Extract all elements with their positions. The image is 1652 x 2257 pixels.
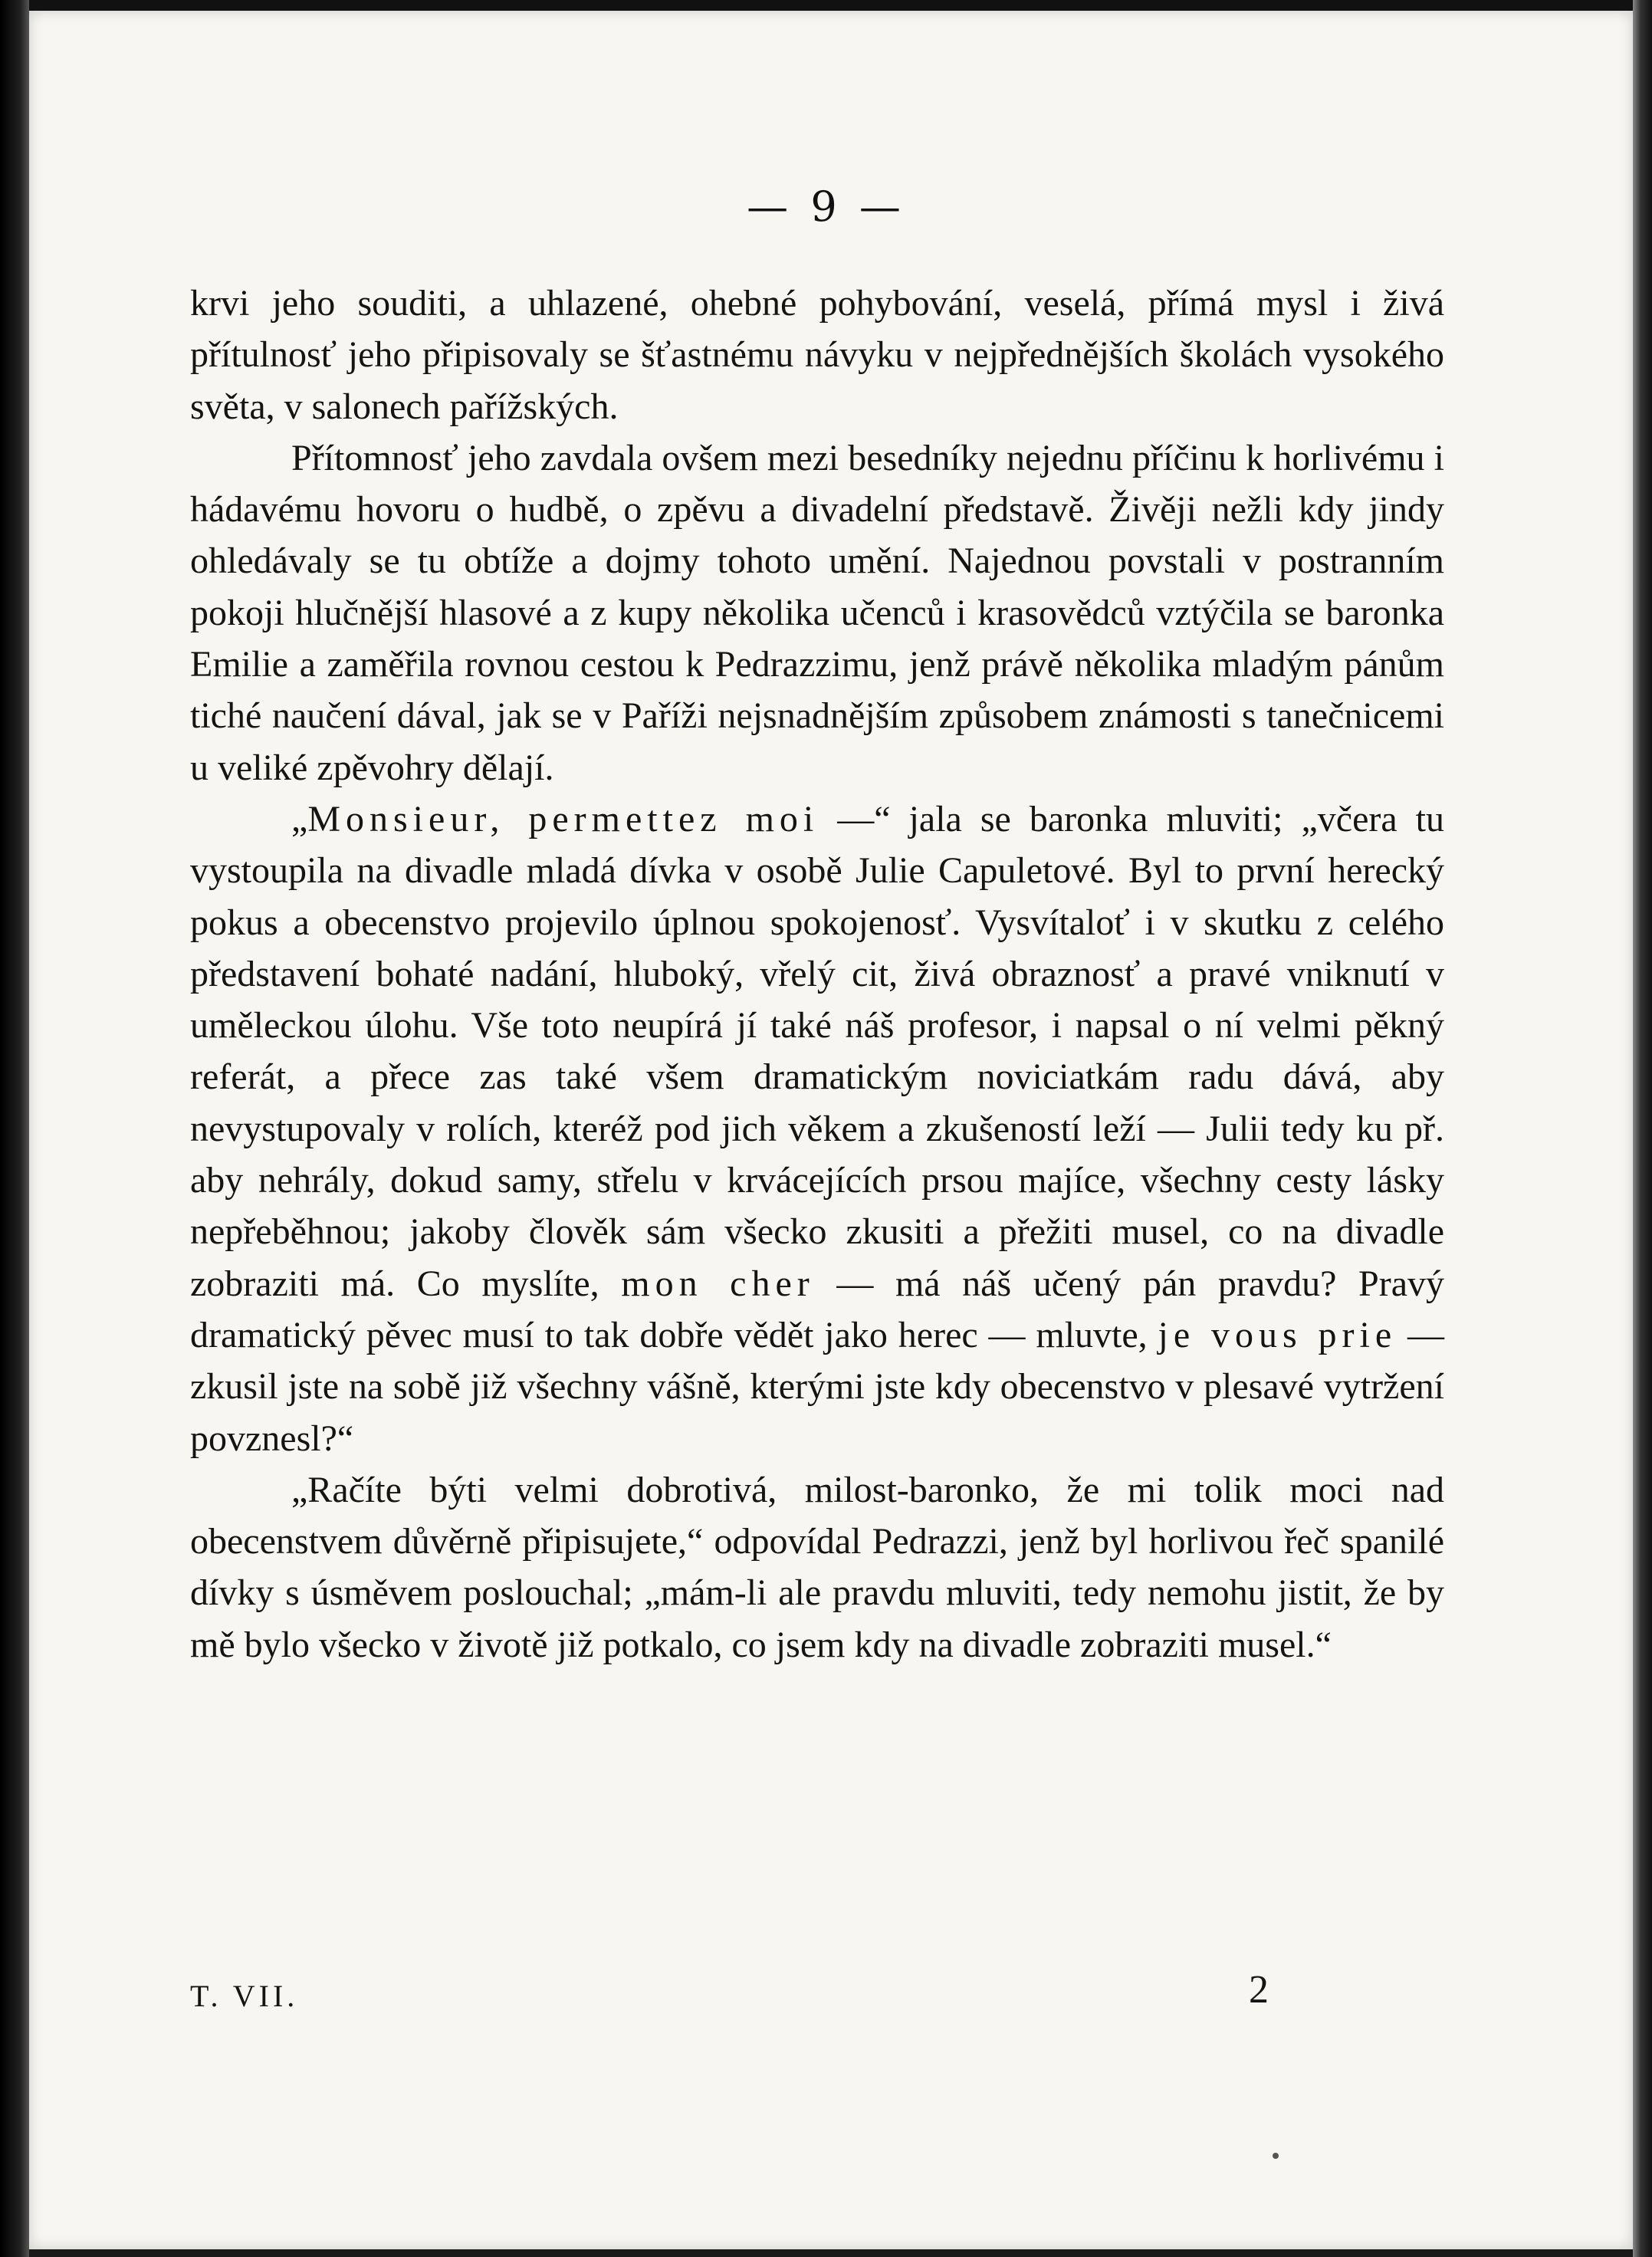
paragraph-3 xyxy=(190,793,1444,1464)
french-phrase-je-vous-prie: je vous prie xyxy=(1158,1314,1397,1355)
paragraph-1 xyxy=(190,278,1444,432)
body-text xyxy=(190,278,1444,1671)
paragraph-3-text-a: —“ jala se baronka mluviti; „včera tu vystoupila na divadle mladá dívka v osobě Julie Capuletové. Byl to první herecký pokus a obecenstvo projevilo úplnou spokojenosť. Vysvítaloť i v skutku z celého představení bohaté nadání, hluboký, vřelý cit, živá obraznosť a pravé vniknutí v uměleckou úlohu. Vše toto neupírá jí také náš profesor, i napsal o ní velmi pěkný referát, a přece zas také všem dramatickým noviciatkám radu dává, aby nevystupovaly v rolích, kteréž pod jich věkem a zkušeností leží — Julii tedy ku př. aby nehrály, dokud samy, střelu v krvácejících prsou majíce, všechny cesty lásky nepřeběhnou; jakoby člověk sám všecko zkusiti a přežiti musel, co na divadle zobraziti má. Co myslíte, xyxy=(190,798,1444,1304)
page-number-header: — 9 — xyxy=(747,182,905,231)
scan-edge-left xyxy=(0,0,29,2257)
paragraph-3-open-quote: „ xyxy=(291,798,308,839)
paragraph-1-text: krvi jeho souditi, a uhlazené, ohebné pohybování, veselá, přímá mysl i živá přítulnosť jeho připisovaly se šťastnému návyku v nejpřednějších školách vysokého světa, v salonech pařížských. xyxy=(190,283,1444,427)
signature-mark: 2 xyxy=(1249,1968,1269,2012)
paragraph-3-text-b: — má náš učený pán pravdu? Pravý dramatický pěvec musí to tak dobře vědět jako herec — mluvte, xyxy=(190,1263,1445,1355)
volume-footer: T. VII. xyxy=(190,1979,299,2013)
french-phrase-permettez: Monsieur, permettez moi xyxy=(307,798,819,839)
scan-speck xyxy=(1273,2153,1279,2159)
scan-edge-top xyxy=(0,0,1652,11)
paragraph-4 xyxy=(190,1464,1444,1671)
paragraph-4-text: „Račíte býti velmi dobrotivá, milost-baronko, že mi tolik moci nad obecenstvem důvěrně připisujete,“ odpovídal Pedrazzi, jenž byl horlivou řeč spanilé dívky s úsměvem poslouchal; „mám-li ale pravdu mluviti, tedy nemohu jistit, že by mě bylo všecko v životě již potkalo, co jsem kdy na divadle zobraziti musel.“ xyxy=(190,1469,1444,1665)
paragraph-3-text-c: — zkusil jste na sobě již všechny vášně, kterými jste kdy obecenstvo v plesavé vytržení povznesl?“ xyxy=(190,1314,1444,1459)
paragraph-2 xyxy=(190,432,1444,793)
paragraph-2-text: Přítomnosť jeho zavdala ovšem mezi besedníky nejednu příčinu k horlivému i hádavému hovoru o hudbě, o zpěvu a divadelní představě. Živěji nežli kdy jindy ohledávaly se tu obtíže a dojmy tohoto umění. Najednou povstali v postranním pokoji hlučnější hlasové a z kupy několika učenců i krasovědců vztýčila se baronka Emilie a zaměřila rovnou cestou k Pedrazzimu, jenž právě několika mladým pánům tiché naučení dával, jak se v Paříži nejsnadnějším způsobem známosti s tanečnicemi u veliké zpěvohry dělají. xyxy=(190,437,1444,788)
french-phrase-mon-cher: mon cher xyxy=(621,1263,815,1304)
scan-edge-right xyxy=(1633,0,1652,2257)
